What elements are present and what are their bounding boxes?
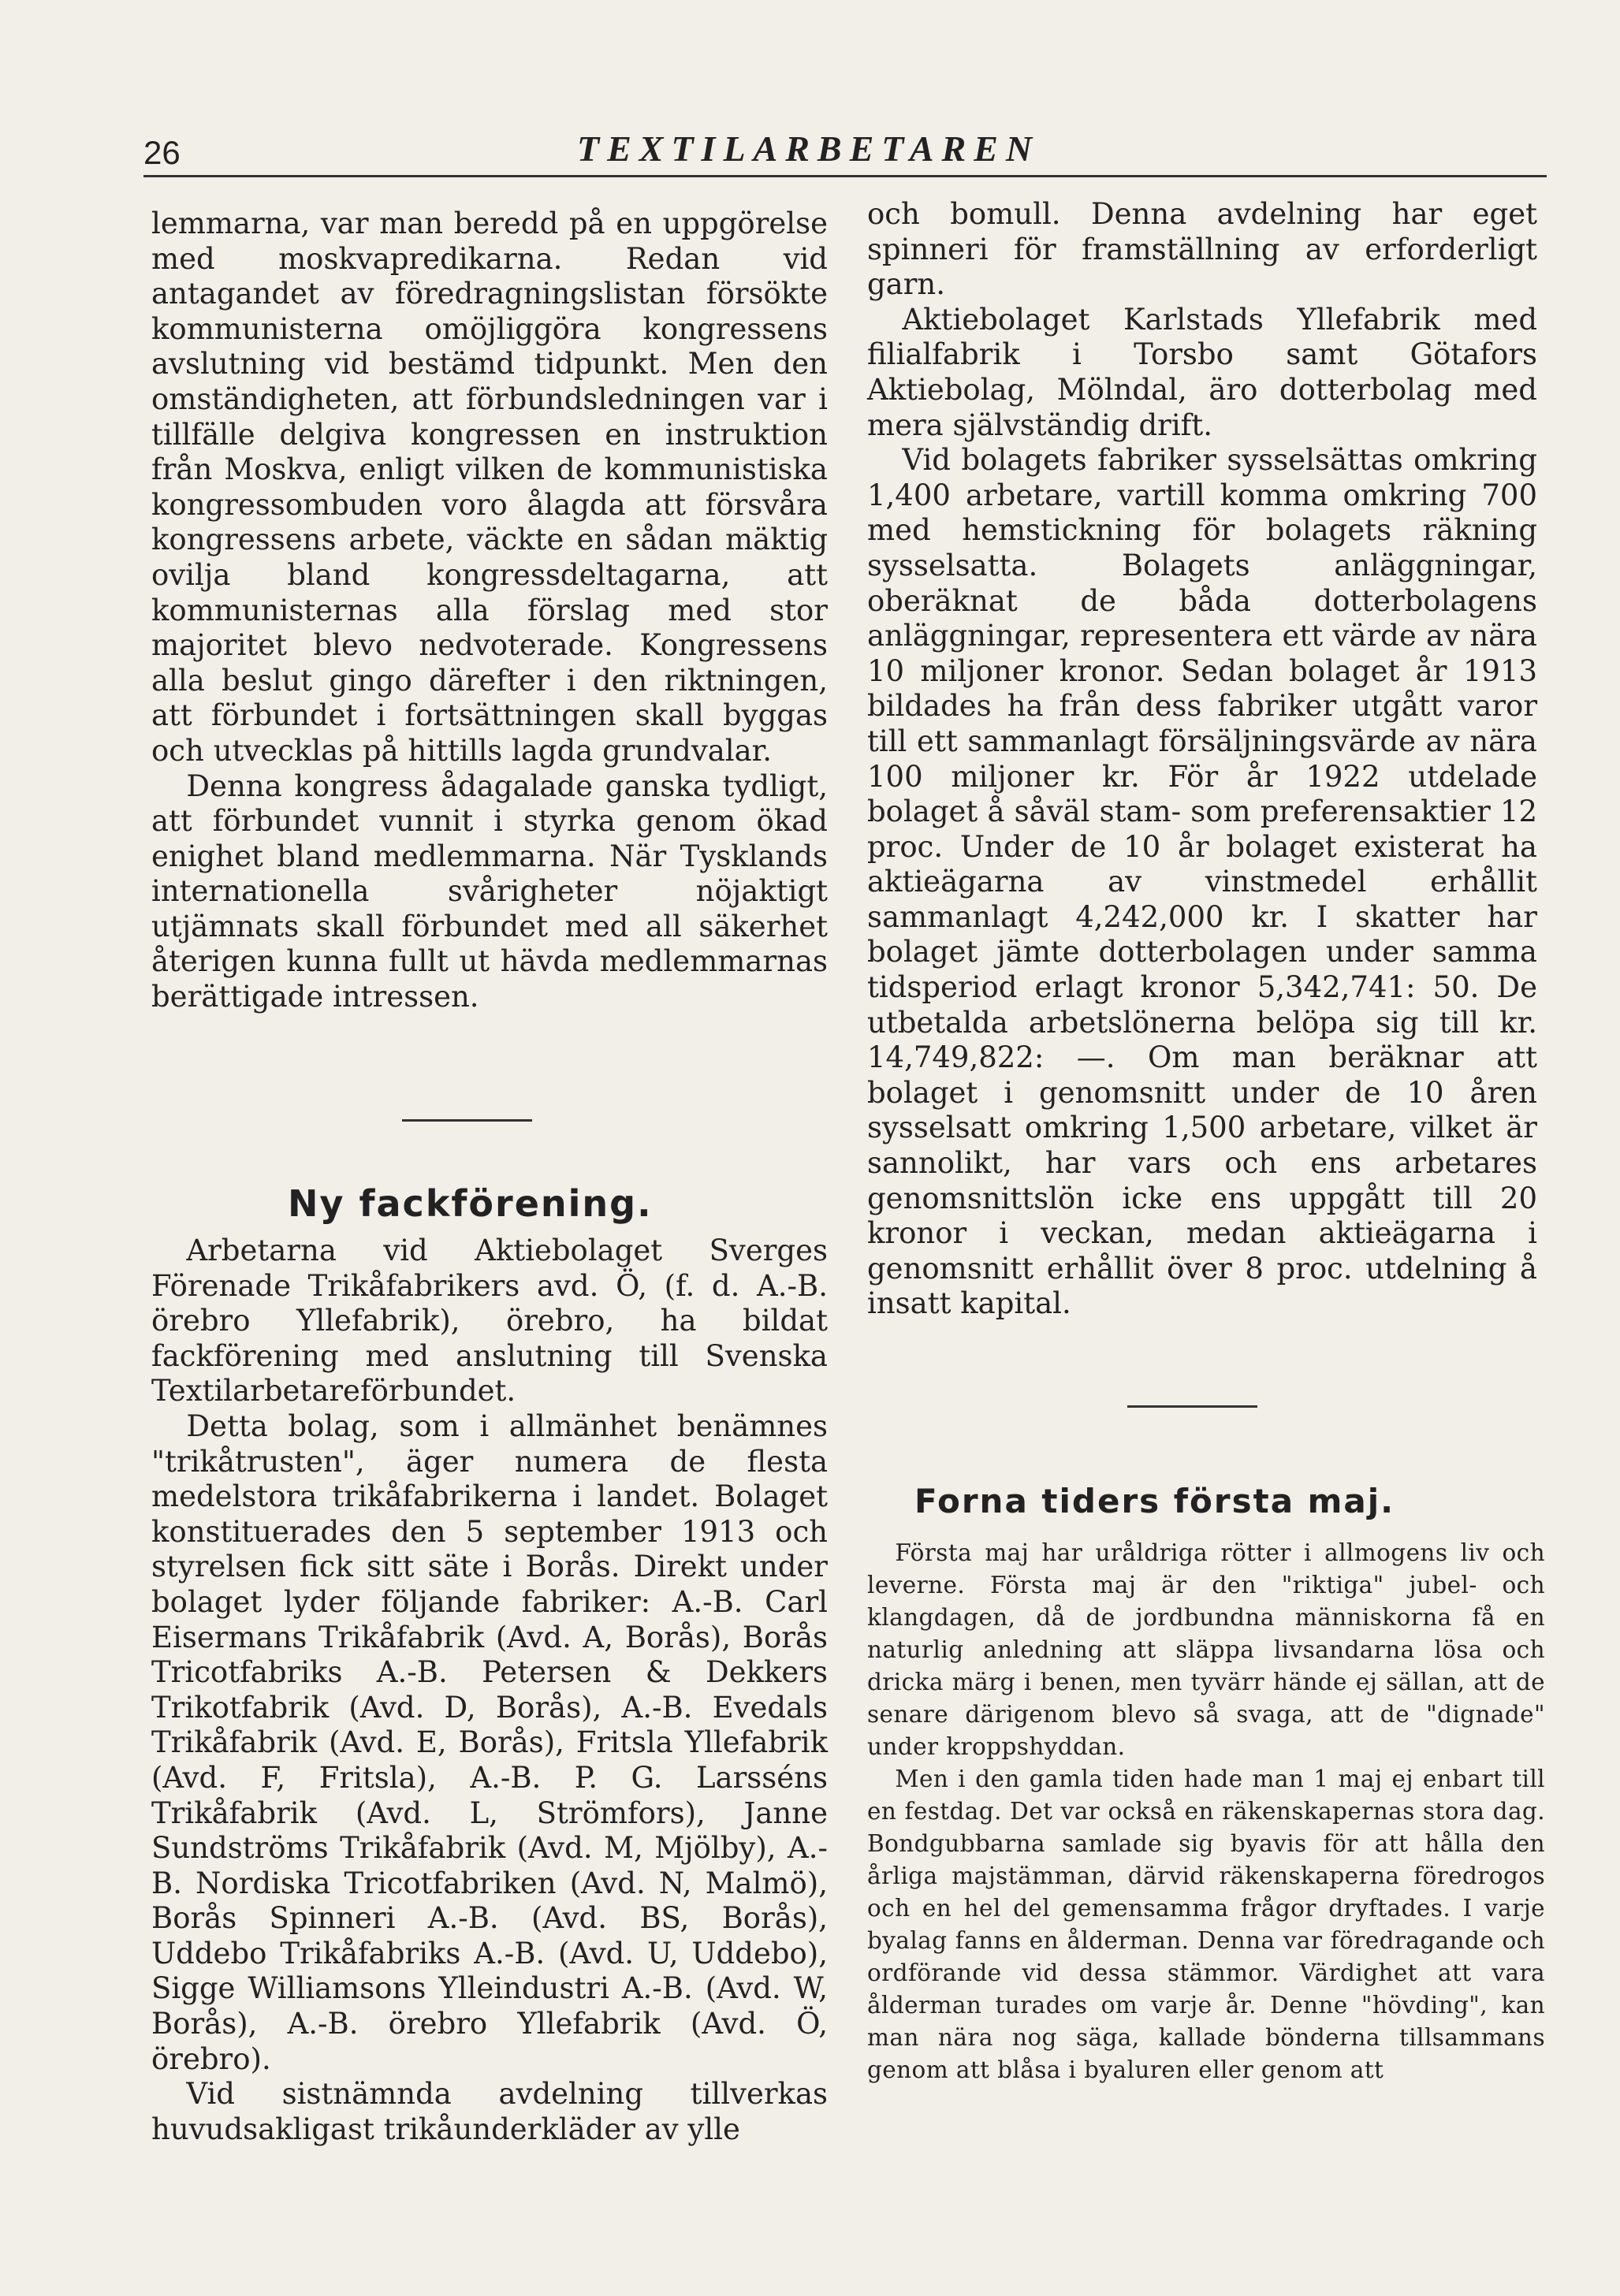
article-paragraph: Första maj har uråldriga rötter i allmogens liv och leverne. Första maj är den "riktiga" jubel- och klangdagen, då de jordbundna människorna få en naturlig anledning att släppa livsandarna lösa och dricka märg i benen, men tyvärr hände ej sällan, att de senare därigenom blevo så svaga, att de "dignade" under kroppshyddan.	[867, 1539, 1545, 1760]
section-divider	[1127, 1405, 1257, 1408]
article-paragraph: Aktiebolaget Karlstads Yllefabrik med filialfabrik i Torsbo samt Götafors Aktiebolag, Mölndal, äro dotterbolag med mera självständig drift.	[867, 302, 1537, 442]
article-paragraph: och bomull. Denna avdelning har eget spinneri för framställning av erforderligt garn.	[867, 197, 1537, 302]
page-header	[143, 125, 1547, 180]
article-paragraph: lemmarna, var man beredd på en uppgörelse med moskvapredikarna. Redan vid antagandet av föredragningslistan försökte kommunisterna omöjliggöra kongressens avslutning vid bestämd tidpunkt. Men den omständigheten, att förbundsledningen var i tillfälle delgiva kongressen en instruktion från Moskva, enligt vilken de kommunistiska kongressombuden voro ålagda att försvåra kongressens arbete, väckte en sådan mäktig ovilja bland kongressdeltagarna, att kommunisternas alla förslag med stor majoritet blevo nedvoterade. Kongressens alla beslut gingo därefter i den riktningen, att förbundet i fortsättningen skall byggas och utvecklas på hittills lagda grundvalar.	[151, 207, 828, 768]
left-column	[151, 207, 828, 1015]
article-paragraph: Detta bolag, som i allmänhet benämnes "trikåtrusten", äger numera de flesta medelstora trikåfabrikerna i landet. Bolaget konstituerades den 5 september 1913 och styrelsen fick sitt säte i Borås. Direkt under bolaget lyder följande fabriker: A.-B. Carl Eisermans Trikåfabrik (Avd. A, Borås), Borås Tricotfabriks A.-B. Petersen & Dekkers Trikotfabrik (Avd. D, Borås), A.-B. Evedals Trikåfabrik (Avd. E, Borås), Fritsla Yllefabrik (Avd. F, Fritsla), A.-B. P. G. Larsséns Trikåfabrik (Avd. L, Strömfors), Janne Sundströms Trikåfabrik (Avd. M, Mjölby), A.-B. Nordiska Tricotfabriken (Avd. N, Malmö), Borås Spinneri A.-B. (Avd. BS, Borås), Uddebo Trikåfabriks A.-B. (Avd. U, Uddebo), Sigge Williamsons Ylleindustri A.-B. (Avd. W, Borås), A.-B. örebro Yllefabrik (Avd. Ö, örebro).	[151, 1408, 828, 2076]
right-column	[867, 197, 1537, 1322]
article-paragraph: Vid bolagets fabriker sysselsättas omkring 1,400 arbetare, vartill komma omkring 700 med hemstickning för bolagets räkning sysselsatta. Bolagets anläggningar, oberäknat de båda dotterbolagens anläggningar, representera ett värde av nära 10 miljoner kronor. Sedan bolaget år 1913 bildades ha från dess fabriker utgått varor till ett sammanlagt försäljningsvärde av nära 100 miljoner kr. För år 1922 utdelade bolaget å såväl stam- som preferensaktier 12 proc. Under de 10 år bolaget existerat ha aktieägarna av vinstmedel erhållit sammanlagt 4,242,000 kr. I skatter har bolaget jämte dotterbolagen under samma tidsperiod erlagt kronor 5,342,741: 50. De utbetalda arbetslönerna belöpa sig till kr. 14,749,822: —. Om man beräknar att bolaget i genomsnitt under de 10 åren sysselsatt omkring 1,500 arbetare, vilket är sannolikt, har vars och ens arbetares genomsnittslön icke ens uppgått till 20 kronor i veckan, medan aktieägarna i genomsnitt erhållit över 8 proc. utdelning å insatt kapital.	[867, 443, 1537, 1321]
page-number: 26	[143, 134, 181, 171]
left-column-article	[151, 1234, 828, 2147]
article-paragraph: Denna kongress ådagalade ganska tydligt, att förbundet vunnit i styrka genom ökad enighet bland medlemmarna. När Tysklands internationella svårigheter nöjaktigt utjämnats skall förbundet med all säkerhet återigen kunna fullt ut hävda medlemmarnas berättigade intressen.	[151, 768, 828, 1014]
journal-title: TEXTILARBETAREN	[577, 128, 1041, 169]
article-heading-forna-tiders-forsta-maj: Forna tiders första maj.	[914, 1482, 1395, 1520]
right-column-small-article	[867, 1537, 1545, 2086]
article-heading-ny-fackforening: Ny fackförening.	[288, 1182, 653, 1225]
header-rule	[143, 175, 1547, 177]
section-divider	[402, 1119, 532, 1122]
article-paragraph: Men i den gamla tiden hade man 1 maj ej enbart till en festdag. Det var också en räkenskapernas stora dag. Bondgubbarna samlade sig byavis för att hålla den årliga majstämman, därvid räkenskaperna föredrogos och en hel del gemensamma frågor dryftades. I varje byalag fanns en ålderman. Denna var föredragande och ordförande vid dessa stämmor. Värdighet att vara ålderman turades om varje år. Denne "hövding", kan man nära nog säga, kallade bönderna tillsammans genom att blåsa i byaluren eller genom att	[867, 1766, 1545, 2083]
article-paragraph: Arbetarna vid Aktiebolaget Sverges Förenade Trikåfabrikers avd. Ö, (f. d. A.-B. örebro Yllefabrik), örebro, ha bildat fackförening med anslutning till Svenska Textilarbetareförbundet.	[151, 1234, 828, 1408]
article-paragraph: Vid sistnämnda avdelning tillverkas huvudsakligast trikåunderkläder av ylle	[151, 2077, 828, 2146]
